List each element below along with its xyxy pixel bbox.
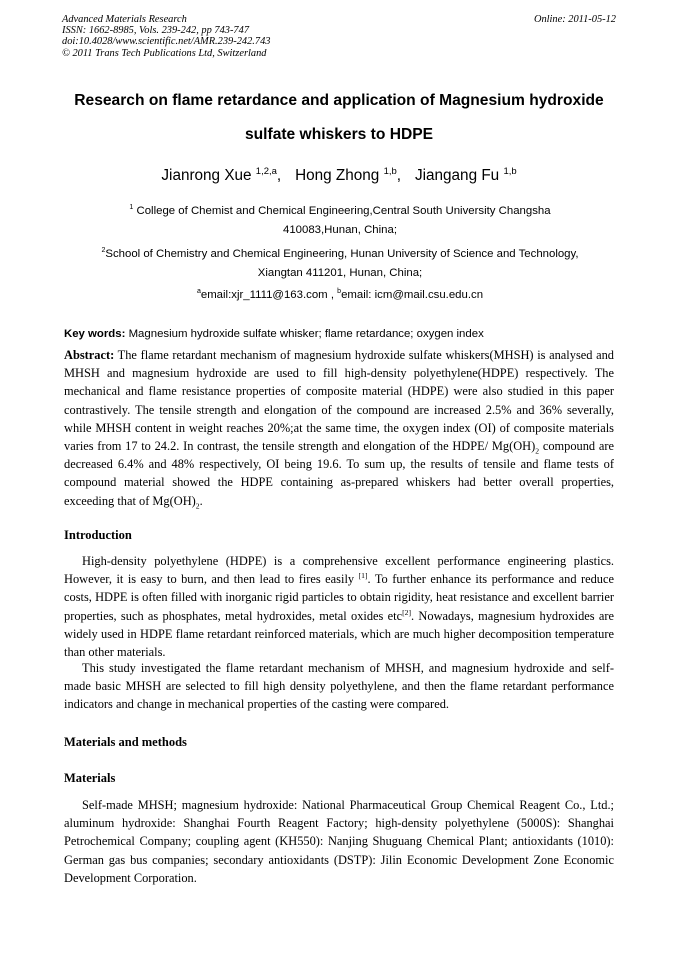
abstract-label: Abstract: xyxy=(64,348,115,362)
paragraph-text: . To further enhance its performance and reduce costs, HDPE is often filled with inorganic rigid particles to obtain rigidity, heat resistance and excellent barrier properties, such as phosphates, metal hydroxides, metal oxides etc xyxy=(64,572,614,623)
journal-name: Advanced Materials Research xyxy=(62,14,187,25)
email-mark: b xyxy=(337,288,342,296)
author-list: Jianrong Xue $^{1,2,a}$, Hong Zhong $^{1,b}$, Jiangang Fu $^{1,b}$ xyxy=(161,165,517,184)
citation-ref: [1] xyxy=(358,571,368,581)
paragraph-text: This study investigated the flame retardant mechanism of MHSH, and magnesium hydroxide and self-made basic MHSH are selected to fill high density polyethylene, and then the flame retardant performance indicators and change in mechanical properties of the casting were compared. xyxy=(64,661,614,712)
section-heading-introduction: Introduction xyxy=(64,528,132,542)
keywords-text: Magnesium hydroxide sulfate whisker; flame retardance; oxygen index xyxy=(125,328,484,340)
affiliation-text: College of Chemist and Chemical Engineering,Central South University Changsha xyxy=(136,205,551,217)
online-date: Online: 2011-05-12 xyxy=(533,14,616,25)
author-name: Jianrong Xue xyxy=(161,167,252,184)
abstract-text: compound are decreased 6.4% and 48% respectively, OI being 19.6. To sum up, the results of tensile and flame tests of compound material showed the HDPE containing as-prepared whiskers had better overall properties, exceeding that of Mg(OH) xyxy=(64,439,614,508)
abstract xyxy=(64,346,614,510)
paragraph-text: Self-made MHSH; magnesium hydroxide: National Pharmaceutical Group Chemical Reagent Co., Ltd.; aluminum hydroxide: Shanghai Fourth Reagent Factory; high-density polyethylene (5000S): Shanghai Petrochemical Company; coupling agent (KH550): Nanjing Shuguang Chemical Plant; antioxidants (1010): German gas bus companies; secondary antioxidants (DSTP): Jilin Economic Development Zone Economic Development Corporation. xyxy=(64,798,614,885)
keywords-label: Key words: xyxy=(64,328,126,340)
author-name: Hong Zhong xyxy=(295,167,380,184)
journal-issn: ISSN: 1662-8985, Vols. 239-242, pp 743-747 xyxy=(62,25,250,37)
author-affiliation-mark: 1,b xyxy=(503,165,517,177)
abstract-text: The flame retardant mechanism of magnesium hydroxide sulfate whiskers(MHSH) is analysed and MHSH and magnesium hydroxide are used to fill high-density polyethylene(HDPE) respectively. The mechanical and flame resistance properties of composite material (HDPE) were also studied in this paper contrastively. The tensile strength and elongation of the compound are increased 2.5% and 36% severally, while MHSH content in weight reaches 20%;at the same time, the oxygen index (OI) of composite materials varies from 17 to 24.2. In contrast, the tensile strength and elongation of the HDPE/ Mg(OH) xyxy=(64,348,614,454)
affiliation-1 xyxy=(70,202,610,240)
affiliation-2 xyxy=(70,245,610,283)
paragraph-text: High-density polyethylene (HDPE) is a comprehensive excellent performance engineering plastics. However, it is easy to burn, and then lead to fires easily xyxy=(64,554,614,587)
materials-paragraph xyxy=(64,796,614,887)
intro-paragraph-1 xyxy=(64,552,614,661)
affiliation-text: School of Chemistry and Chemical Engineering, Hunan University of Science and Technology, xyxy=(105,248,579,260)
affiliation-text: Xiangtan 411201, Hunan, China; xyxy=(257,267,423,279)
journal-copyright: © 2011 Trans Tech Publications Ltd, Switzerland xyxy=(62,47,267,59)
author-name: Jiangang Fu xyxy=(414,167,500,184)
paper-title-line-2: sulfate whiskers to HDPE xyxy=(244,126,434,143)
keywords xyxy=(64,328,624,340)
author-affiliation-mark: 1,2,a xyxy=(255,165,277,177)
author-affiliation-mark: 1,b xyxy=(383,165,397,177)
affiliation-text: 410083,Hunan, China; xyxy=(283,224,397,236)
subscript: 2 xyxy=(535,446,540,456)
email-b: email: icm@mail.csu.edu.cn xyxy=(341,289,484,301)
section-heading-materials-methods: Materials and methods xyxy=(64,735,187,749)
citation-ref: [2] xyxy=(402,607,412,617)
author-emails xyxy=(70,286,610,305)
affiliation-number: 2 xyxy=(101,247,106,255)
email-mark: a xyxy=(196,288,201,296)
paper-title-line-1: Research on flame retardance and application of Magnesium hydroxide xyxy=(74,92,604,109)
journal-header xyxy=(62,14,616,59)
affiliation-number: 1 xyxy=(129,204,134,212)
subscript: 2 xyxy=(195,501,200,511)
subsection-heading-materials: Materials xyxy=(64,771,116,785)
abstract-text: . xyxy=(199,493,203,508)
email-a: email:xjr_1111@163.com , xyxy=(200,289,338,301)
journal-doi: doi:10.4028/www.scientific.net/AMR.239-242.743 xyxy=(62,36,271,48)
intro-paragraph-2 xyxy=(64,659,614,714)
paragraph-text: . Nowadays, magnesium hydroxides are widely used in HDPE flame retardant reinforced materials, which are much higher decomposition temperature than other materials. xyxy=(64,608,614,660)
